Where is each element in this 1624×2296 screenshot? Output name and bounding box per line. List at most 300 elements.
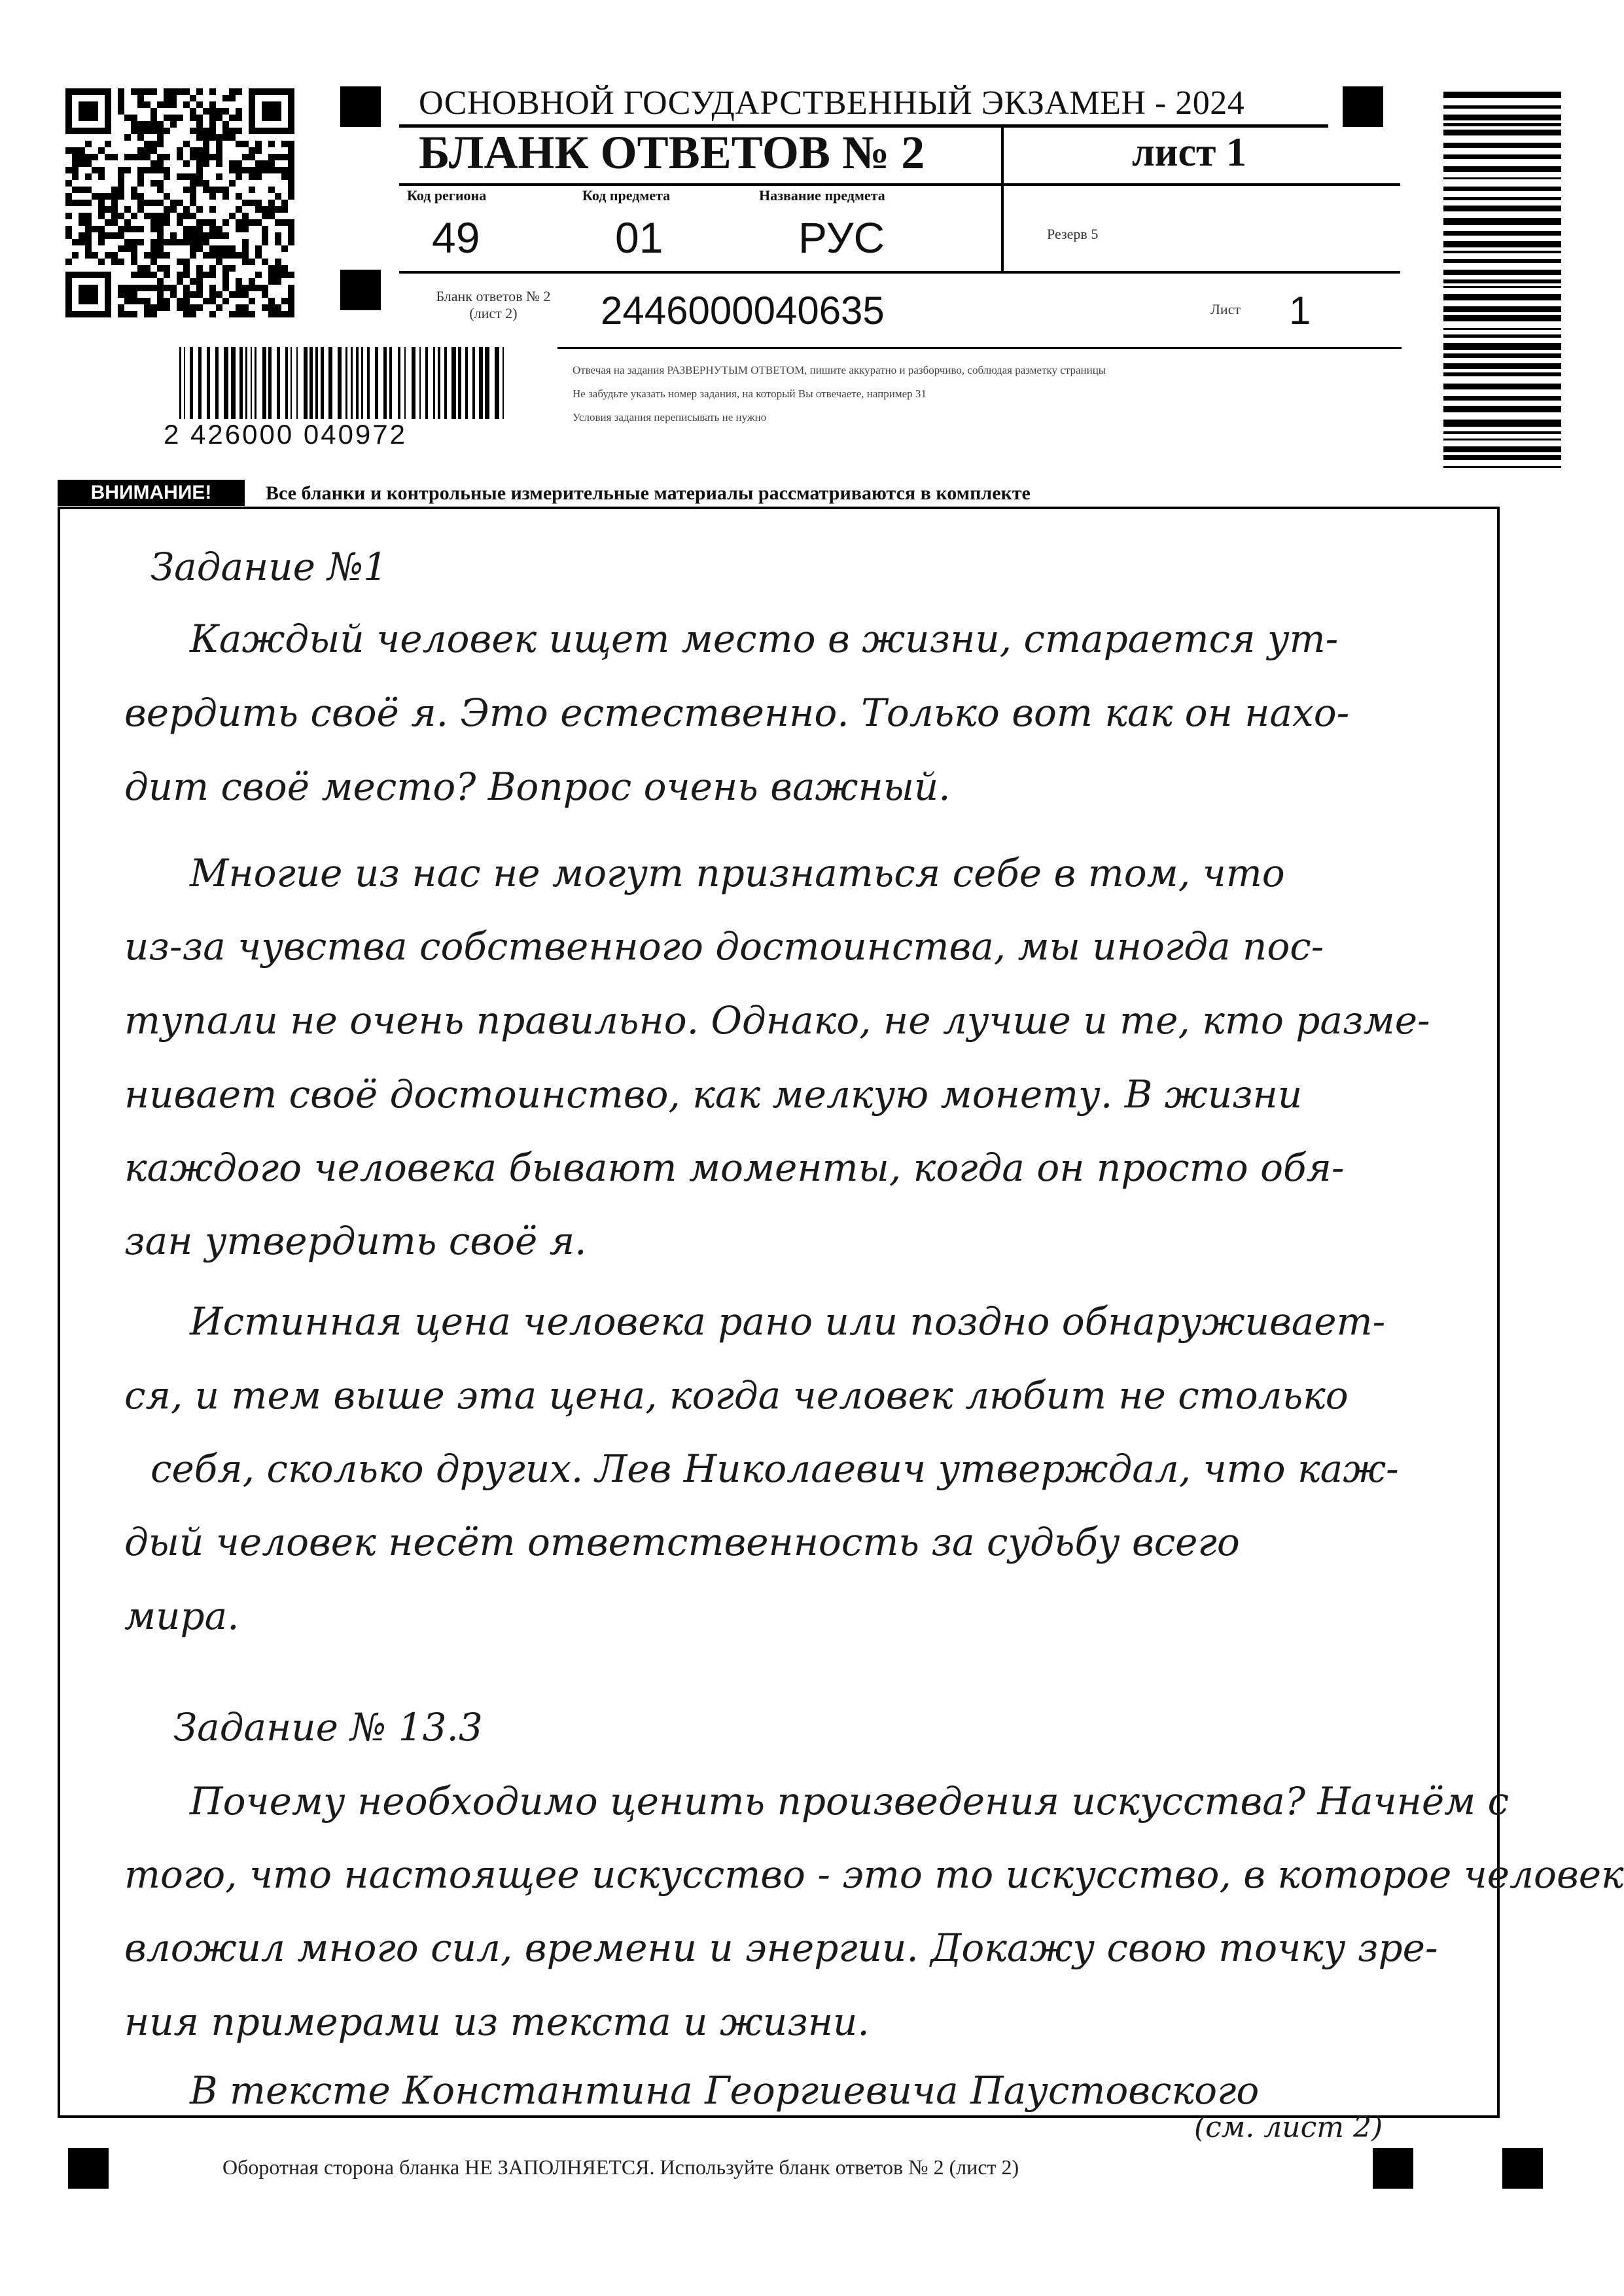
barcode-bar — [224, 347, 228, 419]
qr-module — [98, 206, 105, 213]
qr-module — [236, 167, 242, 173]
answer-line-1: Задание №1 — [150, 545, 388, 589]
qr-module — [157, 278, 164, 285]
qr-module — [170, 232, 177, 239]
qr-module — [144, 304, 150, 311]
qr-module — [229, 160, 236, 167]
qr-module — [262, 160, 268, 167]
barcode-bar — [338, 347, 342, 419]
qr-module — [262, 232, 268, 239]
fine-print-3: Условия задания переписывать не нужно — [573, 411, 767, 423]
qr-module — [203, 298, 209, 304]
form2-label-line2: (лист 2) — [469, 305, 518, 321]
qr-module — [105, 154, 111, 160]
side-barcode-bar — [1443, 105, 1561, 109]
qr-module — [216, 304, 222, 311]
qr-module — [288, 180, 294, 187]
qr-module — [150, 304, 157, 311]
barcode-bar — [444, 347, 447, 419]
barcode-bar — [285, 347, 288, 419]
qr-module — [183, 239, 190, 245]
barcode-bar — [345, 347, 347, 419]
qr-module — [236, 285, 242, 291]
barcode-bar — [268, 347, 272, 419]
qr-module — [98, 200, 105, 206]
barcode-bar — [291, 347, 292, 419]
qr-module — [79, 219, 85, 226]
qr-module — [164, 285, 170, 291]
qr-module — [72, 173, 79, 180]
answer-line-4: дит своё место? Вопрос очень важный. — [124, 764, 951, 809]
qr-module — [190, 128, 196, 134]
qr-module — [144, 298, 150, 304]
qr-module — [203, 141, 209, 147]
qr-module — [85, 213, 92, 219]
barcode-bar — [262, 347, 266, 419]
qr-module — [118, 226, 124, 232]
marker-square-mid-left — [340, 270, 381, 310]
qr-module — [111, 232, 118, 239]
qr-module — [196, 278, 203, 285]
qr-module — [92, 154, 98, 160]
qr-module — [131, 259, 137, 265]
qr-module — [124, 285, 131, 291]
form-barcode — [177, 347, 510, 425]
qr-module — [111, 200, 118, 206]
barcode-bar — [419, 347, 421, 419]
qr-module — [131, 226, 137, 232]
qr-module — [222, 265, 229, 272]
qr-module — [242, 259, 249, 265]
qr-module — [262, 206, 268, 213]
answer-line-7: тупали не очень правильно. Однако, не лучше и те, кто разме- — [124, 998, 1430, 1043]
qr-module — [131, 128, 137, 134]
qr-module — [131, 115, 137, 121]
qr-module — [190, 115, 196, 121]
qr-module — [203, 252, 209, 259]
qr-module — [275, 304, 281, 311]
qr-module — [203, 272, 209, 278]
barcode-bar — [425, 347, 428, 419]
qr-module — [118, 291, 124, 298]
barcode-bar — [383, 347, 387, 419]
qr-module — [196, 245, 203, 252]
qr-module — [196, 128, 203, 134]
qr-module — [118, 108, 124, 115]
qr-module — [137, 285, 144, 291]
answer-line-15: мира. — [124, 1594, 239, 1638]
barcode-bar — [412, 347, 415, 419]
qr-module — [275, 311, 281, 317]
answer-line-14: дый человек несёт ответственность за судьбу всего — [124, 1520, 1240, 1564]
form2-label — [402, 288, 585, 322]
answer-line-5: Многие из нас не могут признаться себе в том, что — [190, 851, 1285, 895]
qr-module — [85, 239, 92, 245]
qr-module — [268, 200, 275, 206]
qr-module — [150, 226, 157, 232]
qr-module — [249, 187, 255, 193]
qr-module — [65, 213, 72, 219]
qr-finder — [79, 285, 98, 304]
qr-module — [150, 259, 157, 265]
barcode-bar — [472, 347, 475, 419]
qr-module — [255, 272, 262, 278]
barcode-bar — [328, 347, 332, 419]
qr-module — [157, 226, 164, 232]
qr-module — [144, 154, 150, 160]
side-barcode-bar — [1443, 315, 1561, 321]
barcode-bar — [351, 347, 353, 419]
side-barcode-bar — [1443, 166, 1561, 172]
qr-module — [85, 252, 92, 259]
qr-module — [190, 187, 196, 193]
qr-module — [124, 239, 131, 245]
qr-module — [177, 213, 183, 219]
qr-module — [98, 193, 105, 200]
qr-module — [190, 226, 196, 232]
qr-module — [85, 154, 92, 160]
qr-module — [79, 147, 85, 154]
qr-module — [281, 219, 288, 226]
qr-module — [157, 154, 164, 160]
qr-module — [72, 147, 79, 154]
qr-module — [164, 154, 170, 160]
qr-module — [144, 141, 150, 147]
qr-module — [157, 180, 164, 187]
qr-module — [150, 311, 157, 317]
barcode-bar — [503, 347, 504, 419]
qr-module — [144, 88, 150, 95]
qr-module — [137, 173, 144, 180]
qr-module — [236, 115, 242, 121]
qr-module — [203, 134, 209, 141]
answer-line-18: того, что настоящее искусство - это то искусство, в которое человек — [124, 1852, 1624, 1897]
qr-module — [275, 265, 281, 272]
qr-module — [242, 239, 249, 245]
qr-module — [137, 147, 144, 154]
qr-module — [65, 259, 72, 265]
qr-module — [190, 304, 196, 311]
qr-module — [170, 101, 177, 108]
qr-module — [137, 265, 144, 272]
qr-module — [170, 95, 177, 101]
qr-module — [177, 259, 183, 265]
qr-module — [92, 193, 98, 200]
qr-module — [170, 200, 177, 206]
qr-module — [137, 134, 144, 141]
fine-print — [573, 359, 1106, 429]
qr-module — [236, 88, 242, 95]
qr-module — [196, 160, 203, 167]
qr-module — [203, 160, 209, 167]
qr-module — [150, 272, 157, 278]
qr-module — [190, 95, 196, 101]
qr-module — [144, 167, 150, 173]
qr-module — [281, 272, 288, 278]
qr-module — [124, 291, 131, 298]
qr-module — [209, 232, 216, 239]
qr-module — [183, 88, 190, 95]
qr-module — [229, 252, 236, 259]
qr-module — [209, 265, 216, 272]
qr-module — [124, 206, 131, 213]
answer-line-6: из-за чувства собственного достоинства, мы иногда пос- — [124, 924, 1324, 969]
qr-module — [131, 239, 137, 245]
qr-module — [209, 128, 216, 134]
qr-module — [131, 187, 137, 193]
qr-module — [236, 173, 242, 180]
qr-module — [164, 213, 170, 219]
qr-module — [85, 219, 92, 226]
qr-module — [288, 187, 294, 193]
qr-module — [255, 141, 262, 147]
qr-module — [288, 272, 294, 278]
qr-module — [118, 245, 124, 252]
qr-module — [275, 193, 281, 200]
qr-module — [222, 285, 229, 291]
qr-module — [144, 272, 150, 278]
qr-module — [242, 154, 249, 160]
barcode-bar — [277, 347, 280, 419]
qr-module — [262, 213, 268, 219]
qr-module — [118, 232, 124, 239]
region-value: 49 — [432, 213, 480, 262]
qr-module — [268, 272, 275, 278]
qr-module — [118, 88, 124, 95]
answer-line-2: Каждый человек ищет место в жизни, старается ут- — [190, 617, 1339, 661]
qr-module — [190, 200, 196, 206]
side-barcode-bar — [1443, 384, 1561, 389]
qr-module — [65, 167, 72, 173]
qr-module — [236, 311, 242, 317]
qr-module — [85, 200, 92, 206]
qr-module — [236, 206, 242, 213]
side-barcode-bar — [1443, 251, 1561, 253]
qr-module — [164, 167, 170, 173]
qr-module — [65, 193, 72, 200]
qr-module — [288, 239, 294, 245]
qr-module — [196, 226, 203, 232]
side-barcode-bar — [1443, 286, 1561, 288]
barcode-bar — [356, 347, 359, 419]
qr-module — [144, 265, 150, 272]
qr-module — [229, 245, 236, 252]
marker-square-bottom-left — [68, 2148, 109, 2189]
answer-line-8: нивает своё достоинство, как мелкую монету. В жизни — [124, 1072, 1303, 1117]
qr-module — [177, 272, 183, 278]
side-barcode-bar — [1443, 396, 1561, 401]
qr-module — [118, 193, 124, 200]
qr-module — [190, 108, 196, 115]
qr-module — [65, 226, 72, 232]
qr-module — [268, 311, 275, 317]
qr-module — [209, 154, 216, 160]
qr-module — [177, 219, 183, 226]
qr-module — [131, 88, 137, 95]
qr-module — [242, 245, 249, 252]
qr-module — [216, 232, 222, 239]
qr-module — [157, 291, 164, 298]
qr-module — [183, 259, 190, 265]
qr-module — [216, 187, 222, 193]
barcode-bar — [190, 347, 193, 419]
qr-module — [111, 219, 118, 226]
qr-module — [209, 226, 216, 232]
qr-module — [255, 252, 262, 259]
qr-module — [209, 206, 216, 213]
qr-module — [183, 272, 190, 278]
qr-module — [242, 252, 249, 259]
qr-module — [79, 160, 85, 167]
qr-module — [170, 121, 177, 128]
qr-module — [216, 160, 222, 167]
qr-module — [268, 160, 275, 167]
qr-module — [144, 311, 150, 317]
side-barcode-bar — [1443, 328, 1561, 330]
qr-module — [268, 298, 275, 304]
qr-module — [124, 134, 131, 141]
qr-module — [222, 134, 229, 141]
qr-module — [288, 160, 294, 167]
qr-module — [222, 128, 229, 134]
qr-module — [242, 226, 249, 232]
answer-line-11: Истинная цена человека рано или поздно обнаруживает- — [190, 1299, 1386, 1344]
qr-module — [209, 121, 216, 128]
qr-module — [183, 206, 190, 213]
qr-module — [229, 213, 236, 219]
qr-module — [164, 95, 170, 101]
qr-module — [170, 115, 177, 121]
qr-module — [216, 226, 222, 232]
qr-module — [236, 128, 242, 134]
qr-module — [275, 206, 281, 213]
qr-module — [196, 285, 203, 291]
qr-module — [150, 285, 157, 291]
qr-module — [137, 298, 144, 304]
qr-module — [85, 232, 92, 239]
qr-module — [281, 167, 288, 173]
qr-module — [196, 206, 203, 213]
qr-module — [164, 88, 170, 95]
qr-module — [268, 141, 275, 147]
qr-module — [190, 147, 196, 154]
qr-module — [209, 291, 216, 298]
qr-module — [183, 187, 190, 193]
qr-module — [157, 239, 164, 245]
qr-module — [124, 311, 131, 317]
qr-module — [203, 239, 209, 245]
fine-print-2: Не забудьте указать номер задания, на который Вы отвечаете, например 31 — [573, 387, 927, 400]
qr-module — [150, 245, 157, 252]
qr-module — [157, 252, 164, 259]
side-barcode-bar — [1443, 334, 1561, 338]
qr-module — [190, 311, 196, 317]
qr-module — [150, 213, 157, 219]
answer-line-17: Почему необходимо ценить произведения искусства? Начнём с — [190, 1779, 1509, 1823]
qr-module — [98, 259, 105, 265]
qr-module — [275, 272, 281, 278]
qr-module — [177, 200, 183, 206]
subject-code-label: Код предмета — [582, 187, 671, 204]
side-barcode-bar — [1443, 187, 1561, 191]
qr-module — [203, 232, 209, 239]
qr-module — [144, 252, 150, 259]
qr-module — [255, 245, 262, 252]
qr-module — [157, 298, 164, 304]
qr-module — [65, 147, 72, 154]
qr-module — [79, 213, 85, 219]
qr-code — [65, 88, 301, 317]
barcode-bar — [315, 347, 318, 419]
qr-module — [92, 226, 98, 232]
qr-module — [65, 200, 72, 206]
qr-module — [190, 232, 196, 239]
qr-module — [118, 213, 124, 219]
qr-module — [249, 147, 255, 154]
qr-module — [249, 154, 255, 160]
qr-module — [275, 239, 281, 245]
qr-module — [275, 278, 281, 285]
barcode-bar — [184, 347, 185, 419]
qr-module — [288, 226, 294, 232]
qr-module — [183, 173, 190, 180]
side-barcode-bar — [1443, 270, 1561, 275]
qr-module — [150, 88, 157, 95]
qr-module — [137, 128, 144, 134]
qr-module — [105, 232, 111, 239]
qr-module — [177, 239, 183, 245]
qr-module — [249, 259, 255, 265]
side-barcode-bar — [1443, 259, 1561, 263]
qr-module — [190, 239, 196, 245]
qr-module — [164, 272, 170, 278]
qr-module — [255, 285, 262, 291]
qr-module — [137, 154, 144, 160]
qr-module — [242, 213, 249, 219]
qr-module — [157, 160, 164, 167]
barcode-bar — [367, 347, 370, 419]
qr-module — [242, 285, 249, 291]
qr-module — [262, 226, 268, 232]
barcode-bar — [485, 347, 489, 419]
answer-line-10: зан утвердить своё я. — [124, 1219, 587, 1263]
qr-module — [157, 232, 164, 239]
qr-module — [275, 219, 281, 226]
qr-module — [196, 272, 203, 278]
qr-module — [268, 278, 275, 285]
qr-module — [242, 291, 249, 298]
qr-module — [190, 173, 196, 180]
qr-module — [131, 245, 137, 252]
qr-module — [281, 173, 288, 180]
qr-module — [242, 219, 249, 226]
qr-module — [118, 101, 124, 108]
qr-module — [177, 298, 183, 304]
side-barcode-bar — [1443, 431, 1561, 434]
qr-module — [262, 167, 268, 173]
qr-module — [131, 252, 137, 259]
qr-module — [222, 298, 229, 304]
qr-module — [268, 206, 275, 213]
barcode-bar — [251, 347, 252, 419]
qr-module — [209, 134, 216, 141]
qr-module — [170, 88, 177, 95]
qr-module — [288, 304, 294, 311]
barcode-bar — [245, 347, 247, 419]
barcode-bar — [479, 347, 483, 419]
answer-line-12: ся, и тем выше эта цена, когда человек любит не столько — [124, 1373, 1349, 1418]
qr-module — [229, 265, 236, 272]
